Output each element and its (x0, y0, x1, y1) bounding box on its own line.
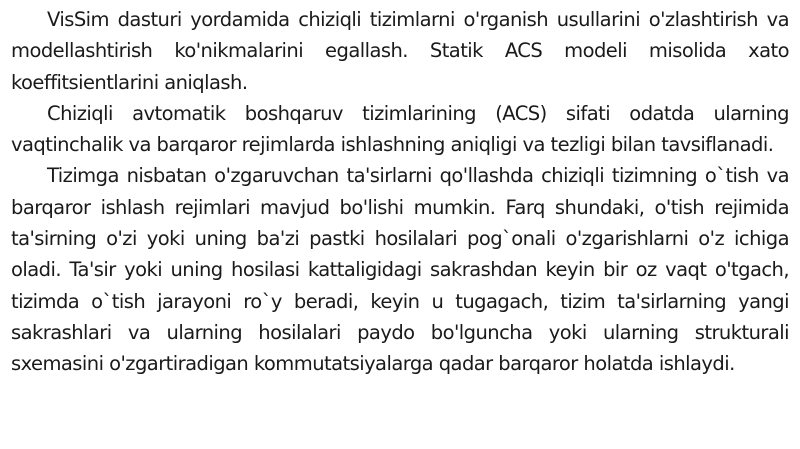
text-line: koeffitsientlarini aniqlash. (11, 70, 248, 94)
text-line: Chiziqli avtomatik boshqaruv tizimlarining (ACS) sifati odatda ularning (47, 101, 789, 125)
text-line: sxemasini o'zgartiradigan kommutatsiyalarga qadar barqaror holatda ishlaydi. (11, 352, 735, 376)
text-line: VisSim dasturi yordamida chiziqli tizimlarni o'rganish usullarini o'zlashtirish va (47, 8, 789, 31)
text-line: vaqtinchalik va barqaror rejimlarda ishlashning aniqligi va tezligi bilan tavsiflanadi. (11, 133, 774, 157)
paragraph-1 (11, 4, 789, 98)
paragraph-2 (11, 98, 789, 161)
text-line: modellashtirish ko'nikmalarini egallash. Statik ACS modeli misolida xato (11, 39, 789, 63)
text-line: ta'sirning o'zi yoki uning ba'zi pastki hosilalari pog`onali o'zgarishlarni o'z ichiga (11, 227, 789, 251)
document-body (11, 4, 789, 380)
text-line: oladi. Ta'sir yoki uning hosilasi kattaligidagi sakrashdan keyin bir oz vaqt o'tgach, (11, 258, 789, 282)
text-line: tizimda o`tish jarayoni ro`y beradi, keyin u tugagach, tizim ta'sirlarning yangi (11, 289, 789, 313)
paragraph-3 (11, 160, 789, 379)
text-line: Tizimga nisbatan o'zgaruvchan ta'sirlarni qo'llashda chiziqli tizimning o`tish va (47, 164, 789, 188)
text-line: barqaror ishlash rejimlari mavjud bo'lishi mumkin. Farq shundaki, o'tish rejimida (11, 195, 789, 219)
text-line: sakrashlari va ularning hosilalari paydo bo'lguncha yoki ularning strukturali (11, 320, 789, 344)
